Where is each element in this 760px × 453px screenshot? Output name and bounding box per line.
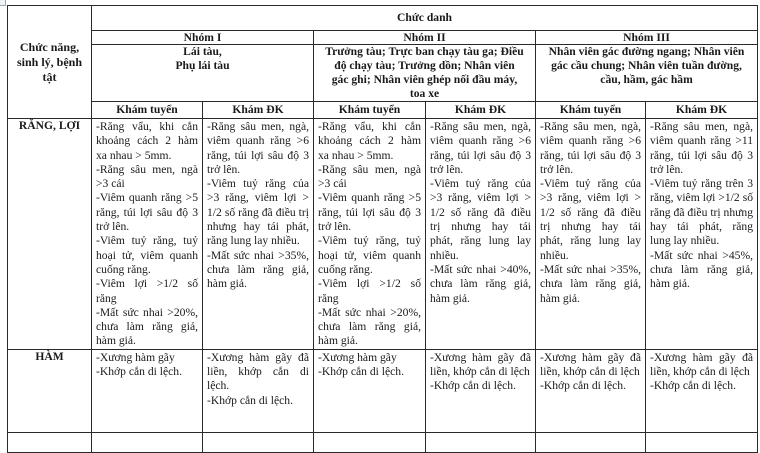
criteria-item: -Răng vẩu, khi cắn khoảng cách 2 hàm xa nhau > 5mm. <box>318 120 421 162</box>
row-header-line: Chức năng, <box>19 39 80 54</box>
group-description-2 <box>314 45 536 102</box>
criteria-item: -Khớp cắn di lệch. <box>207 393 293 407</box>
criteria-item: -Mất sức nhai >35%, chưa làm răng giả, hàm giả. <box>207 248 309 291</box>
table-title: Chức danh <box>92 6 758 31</box>
criteria-item: -Khớp cắn di lệch. <box>650 379 736 393</box>
criteria-cell <box>426 119 536 350</box>
criteria-item: -Khớp cắn di lệch. <box>540 379 626 393</box>
criteria-cell <box>536 432 646 452</box>
criteria-cell <box>314 432 426 452</box>
row-label-partial <box>8 432 92 452</box>
criteria-item: -Viêm tuỷ răng, tuỷ hoại tử, viêm quanh cuống răng. <box>318 234 421 276</box>
criteria-cell <box>92 119 203 350</box>
criteria-item: -Răng vẩu, khi cắn khoảng cách 2 hàm xa nhau > 5mm. <box>96 120 198 162</box>
table-row <box>8 349 758 432</box>
subheader-kham-dk-2: Khám ĐK <box>426 102 536 119</box>
criteria-item: -Răng sâu men, ngà >3 cái <box>96 162 198 191</box>
row-header-cell <box>8 6 92 119</box>
criteria-cell <box>92 349 203 432</box>
criteria-cell <box>426 349 536 432</box>
group-description-line: Lái tàu, <box>183 45 222 58</box>
criteria-item: -Xương hàm gãy <box>96 350 175 364</box>
criteria-cell <box>203 432 314 452</box>
criteria-item: -Khớp cắn di lệch. <box>96 365 182 379</box>
criteria-item: -Mất sức nhai >20%, chưa làm răng giả, hàm giả. <box>318 305 421 348</box>
criteria-cell <box>426 432 536 452</box>
criteria-item: -Mất sức nhai >45%, chưa làm răng giả, hàm giả. <box>650 248 754 291</box>
criteria-cell <box>92 432 203 452</box>
criteria-item: -Xương hàm gãy đã liền, khớp cắn di lệch <box>430 350 531 379</box>
criteria-item: -Viêm tuỷ răng của >3 răng, viêm lợi > 1/2 số răng đã điều trị nhưng hay tái phát, răng lung lay nhiều. <box>207 177 309 248</box>
subheader-kham-tuyen-3: Khám tuyển <box>536 102 646 119</box>
row-label-ham: HÀM <box>8 349 92 432</box>
criteria-item: -Mất sức nhai >40%, chưa làm răng giả, hàm giả. <box>430 262 531 305</box>
row-header-line: tật <box>42 69 57 84</box>
criteria-cell <box>536 349 646 432</box>
criteria-item: -Xương hàm gãy đã liền, khớp cắn di lệch <box>650 350 754 379</box>
criteria-item: -Mất sức nhai >35%, chưa làm răng giả, hàm giả. <box>540 262 641 305</box>
table-row <box>8 119 758 350</box>
row-header-line: sinh lý, bệnh <box>16 54 83 69</box>
criteria-item: -Răng sâu men, ngà, viêm quanh răng >11 răng, túi lợi sâu độ 3 trở lên. <box>650 120 754 176</box>
group-description-line: gác ghi; Nhân viên ghép nối đầu máy, <box>331 73 518 86</box>
group-description-line: cầu, hầm, gác hầm <box>600 73 693 86</box>
criteria-item: -Khớp cắn di lệch. <box>318 365 404 379</box>
table-row-partial <box>8 432 758 452</box>
criteria-cell <box>536 119 646 350</box>
criteria-cell <box>646 432 758 452</box>
health-criteria-table <box>7 5 758 453</box>
criteria-cell <box>646 349 758 432</box>
criteria-item: -Viêm lợi >1/2 số răng <box>96 277 198 305</box>
criteria-cell <box>314 119 426 350</box>
subheader-kham-dk-1: Khám ĐK <box>203 102 314 119</box>
subheader-kham-tuyen-2: Khám tuyển <box>314 102 426 119</box>
criteria-item: -Mất sức nhai >20%, chưa làm răng giả, hàm giả. <box>96 305 198 348</box>
document-corner-marker <box>0 0 6 6</box>
criteria-item: -Viêm tuỷ răng của >3 răng, viêm lợi > 1/2 số răng đã điều trị nhưng hay tái phát, răng lung lay nhiều. <box>430 177 531 262</box>
row-label-rang-loi: RĂNG, LỢI <box>8 119 92 350</box>
group-description-1 <box>92 45 314 102</box>
criteria-item: -Viêm quanh răng >5 răng, túi lợi sâu độ 3 trở lên. <box>318 191 421 234</box>
criteria-item: -Răng sâu men, ngà, viêm quanh răng >6 răng, túi lợi sâu độ 3 trở lên. <box>207 120 309 176</box>
criteria-cell <box>203 349 314 432</box>
group-description-line: toa xe <box>409 87 440 100</box>
criteria-item: -Xương hàm gãy đã liền, khớp cắn di lệch. <box>207 350 309 393</box>
criteria-item: -Khớp cắn di lệch. <box>430 379 516 393</box>
criteria-item: -Viêm lợi >1/2 số răng <box>318 277 421 305</box>
criteria-item: -Viêm quanh răng >5 răng, túi lợi sâu độ 3 trở lên. <box>96 191 198 234</box>
group-description-line: Phụ lái tàu <box>175 59 230 72</box>
group-description-line: Trưởng tàu; Trực ban chạy tàu ga; Điều <box>325 45 524 58</box>
subheader-kham-tuyen-1: Khám tuyển <box>92 102 203 119</box>
group-name-2: Nhóm II <box>314 31 536 45</box>
group-description-3 <box>536 45 758 102</box>
criteria-cell <box>646 119 758 350</box>
criteria-item: -Viêm tuỷ răng, tuỷ hoại tử, viêm quanh cuống răng. <box>96 234 198 276</box>
criteria-item: -Xương hàm gãy <box>318 350 397 364</box>
criteria-item: -Viêm tuỷ răng trên 3 răng, viêm lợi >1/2 số răng đã điều trị nhưng hay tái phát, răng lung lay nhiều. <box>650 177 754 248</box>
criteria-item: -Răng sâu men, ngà, viêm quanh răng >6 răng, túi lợi sâu độ 3 trở lên. <box>540 120 641 176</box>
group-description-line: gác cầu chung; Nhân viên tuần đường, <box>551 59 742 72</box>
criteria-item: -Răng sâu men, ngà >3 cái <box>318 162 421 191</box>
group-description-line: độ chạy tàu; Trưởng dồn; Nhân viên <box>334 59 515 72</box>
group-name-1: Nhóm I <box>92 31 314 45</box>
criteria-item: -Xương hàm gãy đã liền, khớp cắn di lệch <box>540 350 641 379</box>
group-name-3: Nhóm III <box>536 31 758 45</box>
criteria-item: -Viêm tuỷ răng của >3 răng, viêm lợi > 1/2 số răng đã điều trị nhưng hay tái phát, răng lung lay nhiều. <box>540 177 641 262</box>
criteria-item: -Răng sâu men, ngà, viêm quanh răng >6 răng, túi lợi sâu độ 3 trở lên. <box>430 120 531 176</box>
criteria-cell <box>203 119 314 350</box>
subheader-kham-dk-3: Khám ĐK <box>646 102 758 119</box>
criteria-cell <box>314 349 426 432</box>
group-description-line: Nhân viên gác đường ngang; Nhân viên <box>548 45 745 58</box>
